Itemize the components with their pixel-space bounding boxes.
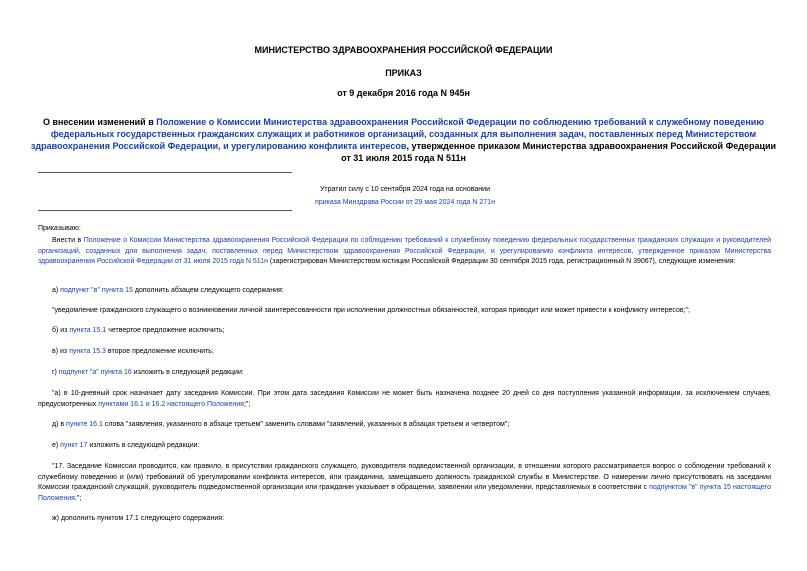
status-note [300, 183, 510, 209]
divider-top [38, 172, 292, 173]
divider-bottom [38, 210, 292, 211]
item-e-quote-link[interactable]: подпунктом "в" пункта 15 настоящего Положения [38, 484, 771, 502]
item-g: г) подпункт "а" пункта 16 изложить в следующей редакции: [52, 369, 244, 376]
item-g-link[interactable]: подпункт "а" пункта 16 [58, 369, 132, 376]
date-number-heading: от 9 декабря 2016 года N 945н [337, 88, 470, 98]
item-a-link[interactable]: подпункт "в" пункта 15 [60, 287, 133, 294]
doc-type-heading: ПРИКАЗ [385, 68, 422, 78]
document-title: О внесении изменений в Положение о Комиссии Министерства здравоохранения Российской Федерации по соблюдению требований к служебному поведению федеральных государственных гражданских служащих и работников организаций, созданных для выполнения задач, поставленных перед Министерством здравоохранения Российской Федерации, и урегулированию конфликта интересов, утвержденное приказом Министерства здравоохранения Российской Федерации от 31 июля 2015 года N 511н [30, 117, 777, 163]
item-a: а) подпункт "в" пункта 15 дополнить абзацем следующего содержания: [52, 287, 284, 294]
intro-paragraph: Внести в Положение о Комиссии Министерства здравоохранения Российской Федерации по соблюдению требований к служебному поведению федеральных государственных гражданских служащих и руководителей организаций, созданных для выполнения задач, поставленных перед Министерством здравоохранения Российской Федерации, и урегулированию конфликта интересов, утвержденное приказом Министерства здравоохранения Российской Федерации от 31 июля 2015 года N 511н (зарегистрирован Министерством юстиции Российской Федерации 30 сентября 2015 года, регистрационный N 39067), следующие изменения: [38, 237, 771, 265]
item-v: в) из пункта 15.3 второе предложение исключить; [52, 348, 214, 355]
ministry-heading: МИНИСТЕРСТВО ЗДРАВООХРАНЕНИЯ РОССИЙСКОЙ ФЕДЕРАЦИИ [254, 45, 553, 55]
item-a-quote: "уведомление гражданского служащего о возникновении личной заинтересованности при исполнении должностных обязанностей, которая приводит или может привести к конфликту интересов;"; [52, 307, 690, 314]
item-b: б) из пункта 15.1 четвертое предложение исключить; [52, 327, 225, 334]
item-b-link[interactable]: пункта 15.1 [69, 327, 107, 334]
item-e-quote: "17. Заседание Комиссии проводится, как правило, в присутствии гражданского служащего, руководителя подведомственной организации, в отношении которого рассматривается вопрос о соблюдении требований к служебному поведению и (или) требований об урегулировании конфликта интересов, или гражданина, замещавшего должность гражданской службы в Министерстве. О намерении лично присутствовать на заседании Комиссии гражданский служащий, руководитель подведомственной организации или гражданин указывает в обращении, заявлении или уведомлении, представляемых в соответствии с подпунктом "в" пункта 15 настоящего Положения."; [38, 463, 771, 502]
item-zh: ж) дополнить пунктом 17.1 следующего содержания: [52, 515, 225, 522]
status-note-link[interactable]: приказа Минздрава России от 29 мая 2024 года N 271н [315, 199, 495, 206]
order-line: Приказываю: [38, 225, 81, 232]
item-e: е) пункт 17 изложить в следующей редакции: [52, 442, 200, 449]
item-d: д) в пункте 16.1 слова "заявления, указанного в абзаце третьем" заменить словами "заявлений, указанных в абзацах третьем и четвертом"; [52, 421, 510, 428]
item-v-link[interactable]: пункта 15.3 [69, 348, 106, 355]
item-e-link[interactable]: пункт 17 [60, 442, 88, 449]
title-regulation-link[interactable]: Положение о Комиссии Министерства здравоохранения Российской Федерации по соблюдению требований к служебному поведению федеральных государственных гражданских служащих и работников организаций, созданных для выполнения задач, поставленных перед Министерством здравоохранения Российской Федерации, и урегулированию конфликта интересов [30, 117, 765, 151]
item-d-link[interactable]: пункте 16.1 [66, 421, 103, 428]
item-g-quote: "а) в 10-дневный срок назначает дату заседания Комиссии. При этом дата заседания Комиссии не может быть назначена позднее 20 дней со дня поступления указанной информации, за исключением случаев, предусмотренных пунктами 16.1 и 16.2 настоящего Положения;"; [38, 390, 771, 408]
intro-regulation-link[interactable]: Положение о Комиссии Министерства здравоохранения Российской Федерации по соблюдению требований к служебному поведению федеральных государственных гражданских служащих и руководителей организаций, созданных для выполнения задач, поставленных перед Министерством здравоохранения Российской Федерации, и урегулированию конфликта интересов, утвержденное приказом Министерства здравоохранения Российской Федерации от 31 июля 2015 года N 511н [38, 237, 771, 265]
status-note-text: Утратил силу с 10 сентября 2024 года на основании [319, 186, 490, 193]
item-g-quote-link[interactable]: пунктами 16.1 и 16.2 настоящего Положения [98, 400, 244, 408]
